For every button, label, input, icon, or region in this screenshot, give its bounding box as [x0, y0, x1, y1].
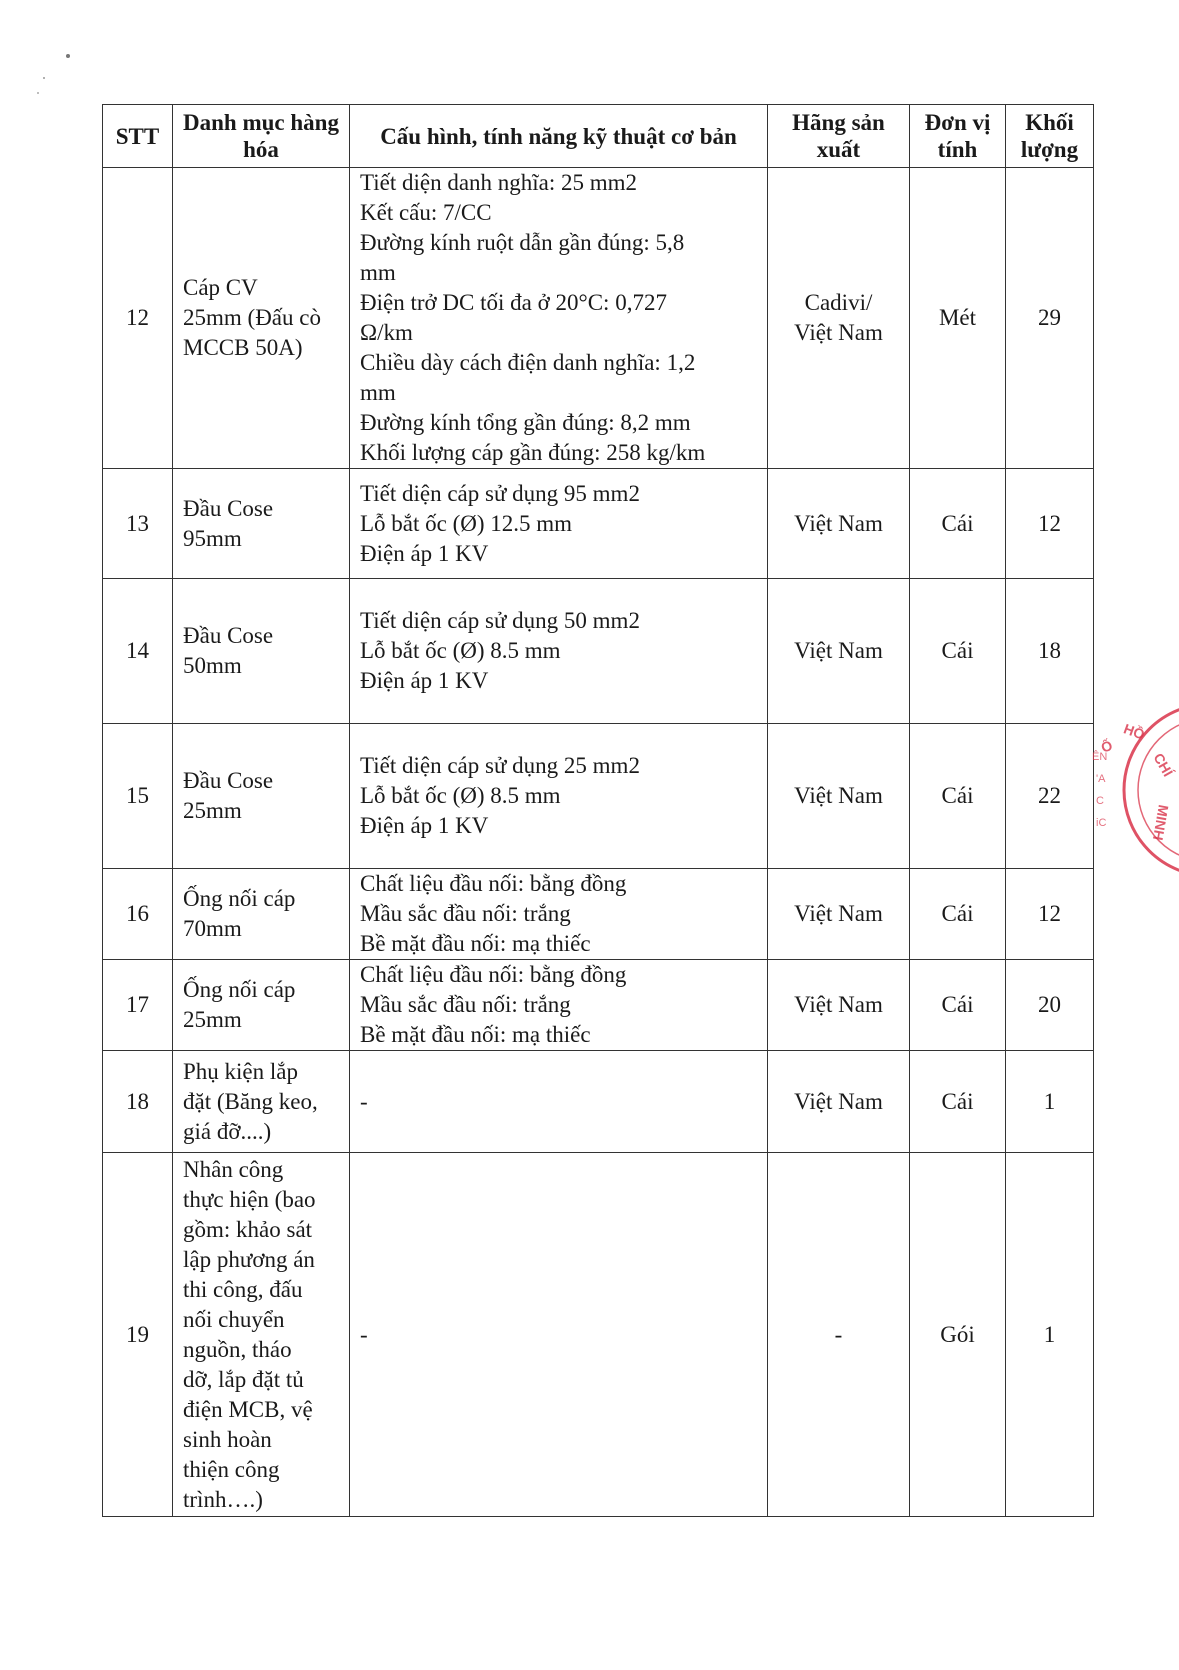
cell-unit: Cái	[910, 960, 1006, 1051]
cell-item-name-line: Cáp CV	[183, 275, 258, 300]
cell-maker-line: -	[834, 1321, 843, 1347]
cell-spec-line: Điện trở DC tối đa ở 20°C: 0,727	[360, 290, 667, 315]
cell-item-name-line: Đầu Cose	[183, 623, 274, 648]
cell-item-name-line: sinh hoàn	[183, 1426, 272, 1452]
cell-item-name	[173, 960, 350, 1051]
cell-spec-line: Lỗ bắt ốc (Ø) 8.5 mm	[360, 638, 561, 663]
cell-spec-line: Lỗ bắt ốc (Ø) 12.5 mm	[360, 510, 573, 536]
cell-spec-line: Chiều dày cách điện danh nghĩa: 1,2	[360, 350, 696, 375]
cell-qty: 29	[1006, 168, 1094, 469]
cell-maker-line: Việt Nam	[794, 992, 883, 1017]
cell-maker-line: Cadivi/	[804, 290, 873, 315]
table-row	[103, 579, 1094, 724]
cell-item-name-line: Đầu Cose	[183, 768, 274, 793]
scan-specks	[0, 0, 80, 100]
cell-maker	[768, 469, 910, 579]
cell-qty: 20	[1006, 960, 1094, 1051]
cell-maker	[768, 960, 910, 1051]
cell-stt: 14	[103, 579, 173, 724]
cell-stt: 19	[103, 1153, 173, 1517]
header-unit: Đơn vị tính	[910, 105, 1006, 168]
cell-spec-line: -	[360, 1321, 368, 1347]
svg-text:Ố: Ố	[1098, 736, 1115, 756]
cell-unit: Cái	[910, 1051, 1006, 1153]
header-stt: STT	[103, 105, 173, 168]
cell-spec-line: Mầu sắc đầu nối: trắng	[360, 992, 571, 1017]
cell-item-name-line: nguồn, tháo	[183, 1336, 292, 1362]
svg-text:HỒ: HỒ	[1121, 720, 1147, 743]
cell-item-name-line: 25mm	[183, 798, 242, 823]
cell-spec-line: Kết cấu: 7/CC	[360, 200, 492, 225]
cell-item-name	[173, 168, 350, 469]
svg-text:C: C	[1096, 795, 1104, 807]
cell-spec-line: Tiết diện cáp sử dụng 25 mm2	[360, 753, 640, 778]
header-qty: Khối lượng	[1006, 105, 1094, 168]
cell-maker	[768, 869, 910, 960]
cell-item-name-line: điện MCB, vệ	[183, 1396, 313, 1422]
svg-text:'A: 'A	[1096, 773, 1106, 785]
cell-qty: 18	[1006, 579, 1094, 724]
cell-item-name-line: gồm: khảo sát	[183, 1216, 313, 1242]
cell-spec	[350, 469, 768, 579]
cell-maker-line: Việt Nam	[794, 1088, 883, 1114]
cell-item-name-line: Ống nối cáp	[183, 886, 296, 911]
cell-spec-line: Ω/km	[360, 320, 413, 345]
cell-spec-line: Bề mặt đầu nối: mạ thiếc	[360, 1022, 591, 1047]
cell-spec	[350, 579, 768, 724]
table-row	[103, 1153, 1094, 1517]
cell-maker	[768, 579, 910, 724]
cell-spec-line: mm	[360, 260, 396, 285]
cell-item-name-line: 95mm	[183, 525, 242, 551]
svg-text:CHÍ: CHÍ	[1150, 750, 1177, 780]
cell-item-name-line: thi công, đấu	[183, 1276, 303, 1302]
cell-item-name-line: Đầu Cose	[183, 495, 274, 521]
cell-item-name	[173, 724, 350, 869]
cell-stt: 15	[103, 724, 173, 869]
cell-item-name-line: 50mm	[183, 653, 242, 678]
cell-qty: 1	[1006, 1153, 1094, 1517]
cell-maker-line: Việt Nam	[794, 510, 883, 536]
svg-text:iC: iC	[1096, 817, 1107, 829]
goods-spec-table	[102, 104, 1094, 1517]
cell-item-name-line: thực hiện (bao	[183, 1186, 316, 1212]
table-row	[103, 960, 1094, 1051]
cell-item-name	[173, 1051, 350, 1153]
cell-item-name-line: MCCB 50A)	[183, 335, 303, 360]
cell-item-name-line: đặt (Băng keo,	[183, 1088, 318, 1114]
cell-unit: Cái	[910, 869, 1006, 960]
cell-item-name-line: 25mm (Đấu cò	[183, 305, 321, 330]
cell-item-name	[173, 1153, 350, 1517]
cell-item-name-line: 25mm	[183, 1007, 242, 1032]
cell-item-name-line: Nhân công	[183, 1156, 284, 1182]
cell-spec-line: Tiết diện cáp sử dụng 50 mm2	[360, 608, 640, 633]
cell-item-name	[173, 579, 350, 724]
cell-spec	[350, 1153, 768, 1517]
cell-maker-line: Việt Nam	[794, 320, 883, 345]
svg-text:MINH: MINH	[1149, 803, 1172, 842]
cell-item-name-line: thiện công	[183, 1456, 280, 1482]
cell-item-name-line: Phụ kiện lắp	[183, 1058, 298, 1084]
cell-spec-line: Mầu sắc đầu nối: trắng	[360, 901, 571, 926]
cell-spec-line: Đường kính ruột dẫn gần đúng: 5,8	[360, 230, 685, 255]
cell-spec	[350, 724, 768, 869]
cell-item-name-line: nối chuyển	[183, 1306, 285, 1332]
cell-maker	[768, 724, 910, 869]
cell-unit: Cái	[910, 724, 1006, 869]
cell-spec-line: Điện áp 1 KV	[360, 540, 489, 566]
cell-qty: 1	[1006, 1051, 1094, 1153]
cell-qty: 12	[1006, 469, 1094, 579]
cell-spec-line: Điện áp 1 KV	[360, 668, 489, 693]
cell-spec-line: mm	[360, 380, 396, 405]
cell-maker-line: Việt Nam	[794, 638, 883, 663]
svg-text:ÊN: ÊN	[1092, 751, 1108, 763]
table-row	[103, 1051, 1094, 1153]
table-row	[103, 869, 1094, 960]
header-name: Danh mục hàng hóa	[173, 105, 350, 168]
cell-item-name-line: dỡ, lắp đặt tủ	[183, 1366, 304, 1392]
red-seal-stamp	[1092, 700, 1179, 880]
cell-item-name-line: Ống nối cáp	[183, 977, 296, 1002]
cell-spec	[350, 960, 768, 1051]
table-body	[103, 168, 1094, 1517]
header-maker: Hãng sản xuất	[768, 105, 910, 168]
cell-unit: Mét	[910, 168, 1006, 469]
cell-spec-line: Tiết diện cáp sử dụng 95 mm2	[360, 480, 640, 506]
cell-spec-line: Tiết diện danh nghĩa: 25 mm2	[360, 170, 638, 195]
table-row	[103, 724, 1094, 869]
cell-stt: 18	[103, 1051, 173, 1153]
cell-spec-line: Đường kính tổng gần đúng: 8,2 mm	[360, 410, 691, 435]
cell-spec-line: -	[360, 1088, 368, 1114]
cell-stt: 12	[103, 168, 173, 469]
cell-spec-line: Chất liệu đầu nối: bằng đồng	[360, 871, 627, 896]
table-row	[103, 469, 1094, 579]
header-spec: Cấu hình, tính năng kỹ thuật cơ bản	[350, 105, 768, 168]
cell-unit: Gói	[910, 1153, 1006, 1517]
cell-spec	[350, 1051, 768, 1153]
cell-unit: Cái	[910, 579, 1006, 724]
cell-stt: 16	[103, 869, 173, 960]
cell-stt: 13	[103, 469, 173, 579]
cell-stt: 17	[103, 960, 173, 1051]
cell-spec-line: Khối lượng cáp gần đúng: 258 kg/km	[360, 440, 706, 465]
table-row	[103, 168, 1094, 469]
cell-maker	[768, 168, 910, 469]
cell-item-name-line: giá đỡ....)	[183, 1118, 272, 1144]
cell-item-name	[173, 469, 350, 579]
cell-maker	[768, 1051, 910, 1153]
cell-unit: Cái	[910, 469, 1006, 579]
cell-qty: 22	[1006, 724, 1094, 869]
cell-item-name-line: 70mm	[183, 916, 242, 941]
table-header-row	[103, 105, 1094, 168]
cell-maker	[768, 1153, 910, 1517]
cell-spec	[350, 869, 768, 960]
cell-spec	[350, 168, 768, 469]
cell-item-name	[173, 869, 350, 960]
cell-maker-line: Việt Nam	[794, 901, 883, 926]
cell-item-name-line: lập phương án	[183, 1246, 315, 1272]
cell-item-name-line: trình….)	[183, 1486, 263, 1512]
cell-spec-line: Chất liệu đầu nối: bằng đồng	[360, 962, 627, 987]
cell-maker-line: Việt Nam	[794, 783, 883, 808]
cell-qty: 12	[1006, 869, 1094, 960]
cell-spec-line: Điện áp 1 KV	[360, 813, 489, 838]
cell-spec-line: Bề mặt đầu nối: mạ thiếc	[360, 931, 591, 956]
cell-spec-line: Lỗ bắt ốc (Ø) 8.5 mm	[360, 783, 561, 808]
